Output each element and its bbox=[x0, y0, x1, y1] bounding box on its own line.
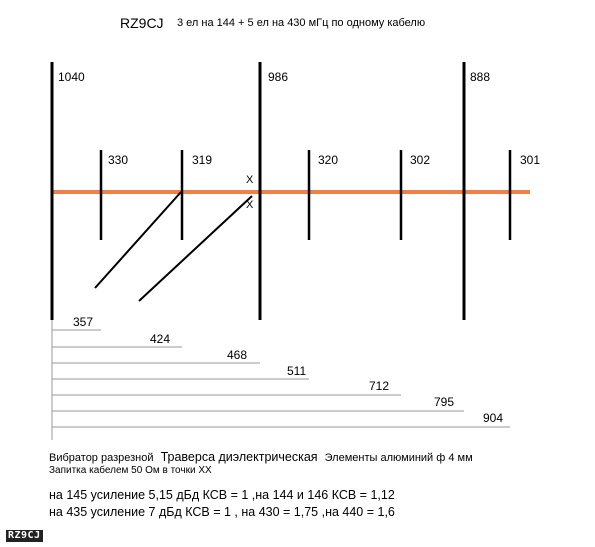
element-430-label: 302 bbox=[410, 153, 431, 167]
element-144-label: 888 bbox=[470, 70, 491, 84]
feed-point-mark: X bbox=[246, 199, 254, 211]
result-435: на 435 усиление 7 дБд КСВ = 1 , на 430 = 1,75 ,на 440 = 1,6 bbox=[49, 505, 395, 519]
title-callsign: RZ9CJ bbox=[120, 15, 164, 31]
note-elements: Элементы алюминий ф 4 мм bbox=[324, 452, 473, 464]
spacing-label: 795 bbox=[434, 395, 455, 409]
spacing-label: 424 bbox=[150, 332, 171, 346]
feed-point-mark: X bbox=[246, 174, 254, 186]
spacing-label: 712 bbox=[369, 379, 390, 393]
note-vibrator: Вибратор разрезной bbox=[49, 452, 154, 464]
element-430-label: 301 bbox=[520, 153, 541, 167]
element-144-label: 986 bbox=[268, 70, 289, 84]
construction-note bbox=[49, 451, 473, 464]
title-description: 3 ел на 144 + 5 ел на 430 мГц по одному кабелю bbox=[177, 17, 426, 29]
element-430-label: 330 bbox=[108, 153, 129, 167]
spacing-label: 357 bbox=[73, 315, 94, 329]
feed-line-2 bbox=[139, 196, 252, 301]
note-boom: Траверса диэлектрическая bbox=[160, 450, 318, 464]
feed-note: Запитка кабелем 50 Ом в точки ХХ bbox=[49, 465, 212, 476]
result-145: на 145 усиление 5,15 дБд КСВ = 1 ,на 144 и 146 КСВ = 1,12 bbox=[49, 488, 395, 502]
element-144-label: 1040 bbox=[58, 70, 85, 84]
element-430-label: 319 bbox=[192, 153, 213, 167]
spacing-label: 468 bbox=[227, 348, 248, 362]
element-430-label: 320 bbox=[318, 153, 339, 167]
watermark-logo: RZ9CJ bbox=[8, 530, 41, 541]
spacing-label: 904 bbox=[483, 411, 504, 425]
spacing-label: 511 bbox=[287, 364, 307, 378]
